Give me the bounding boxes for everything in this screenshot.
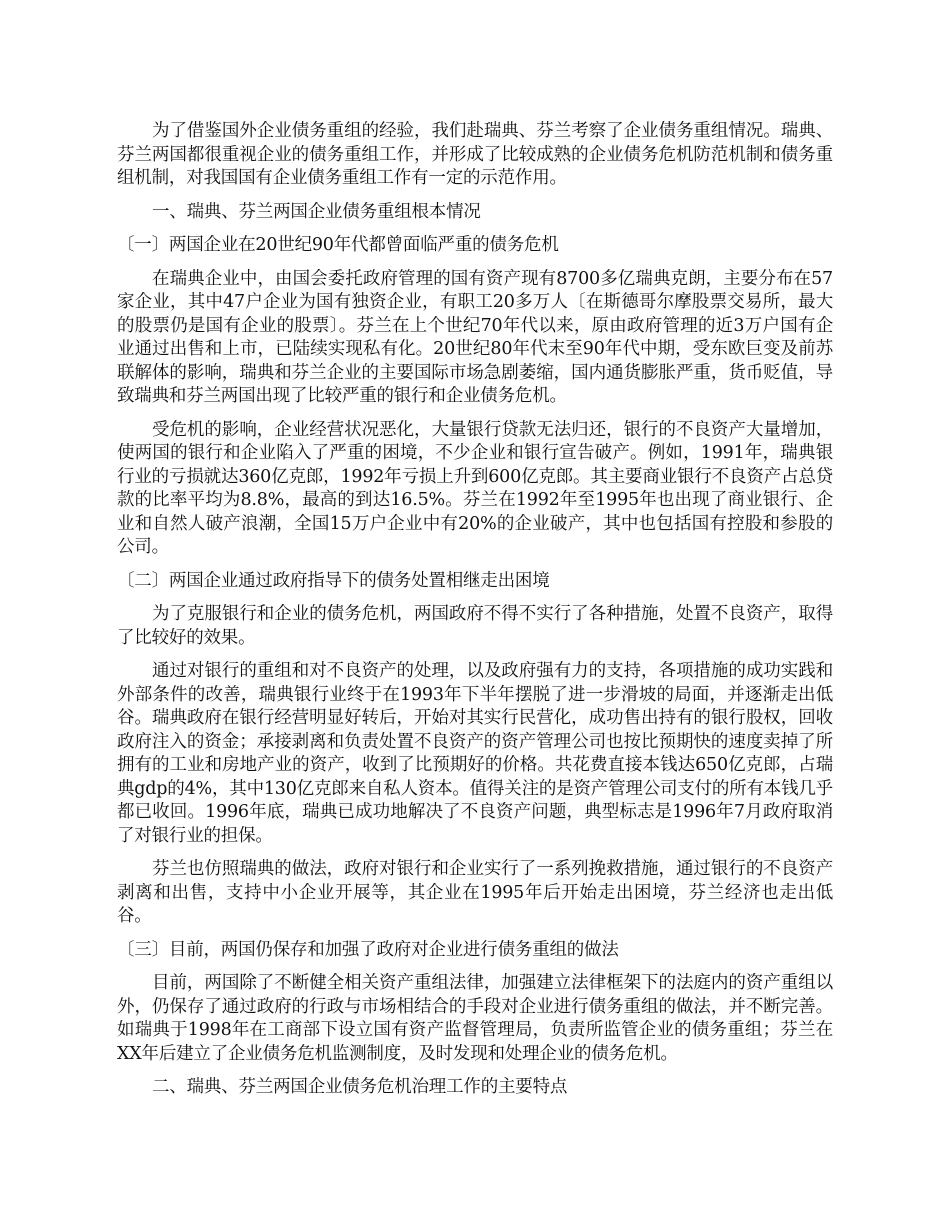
paragraph-crisis-impact: 受危机的影响，企业经营状况恶化，大量银行贷款无法归还，银行的不良资产大量增加，使两国的银行和企业陷入了严重的困境，不少企业和银行宣告破产。例如，1991年，瑞典银行业的亏损就达360亿克郎，1992年亏损上升到600亿克郎。其主要商业银行不良资产占总贷款的比率平均为8.8%，最高的到达16.5%。芬兰在1992年至1995年也出现了商业银行、企业和自然人破产浪潮，全国15万户企业中有20%的企业破产，其中也包括国有控股和参股的公司。 <box>117 419 833 557</box>
document-body <box>117 120 833 1110</box>
paragraph-finland-recovery: 芬兰也仿照瑞典的做法，政府对银行和企业实行了一系列挽救措施，通过银行的不良资产剥离和出售，支持中小企业开展等，其企业在1995年后开始走出困境，芬兰经济也走出低谷。 <box>117 859 833 926</box>
paragraph-sweden-recovery: 通过对银行的重组和对不良资产的处理，以及政府强有力的支持，各项措施的成功实践和外部条件的改善，瑞典银行业终于在1993年下半年摆脱了进一步滑坡的局面，并逐渐走出低谷。瑞典政府在银行经营明显好转后，开始对其实行民营化，成功售出持有的银行股权，回收政府注入的资金；承接剥离和负责处置不良资产的资产管理公司也按比预期快的速度卖掉了所拥有的工业和房地产业的资产，收到了比预期好的价格。共花费直接本钱达650亿克郎，占瑞典gdp的4%，其中130亿克郎来自私人资本。值得关注的是资产管理公司支付的所有本钱几乎都已收回。1996年底，瑞典已成功地解决了不良资产问题，典型标志是1996年7月政府取消了对银行业的担保。 <box>117 661 833 846</box>
subsection-heading-3: 〔三〕目前，两国仍保存和加强了政府对企业进行债务重组的做法 <box>117 939 619 960</box>
paragraph-sweden-assets: 在瑞典企业中，由国会委托政府管理的国有资产现有8700多亿瑞典克朗，主要分布在57家企业，其中47户企业为国有独资企业，有职工20多万人〔在斯德哥尔摩股票交易所，最大的股票仍是国有企业的股票〕。芬兰在上个世纪70年代以来，原由政府管理的近3万户国有企业通过出售和上市，已陆续实现私有化。20世纪80年代末至90年代中期，受东欧巨变及前苏联解体的影响，瑞典和芬兰企业的主要国际市场急剧萎缩，国内通货膨胀严重，货币贬值，导致瑞典和芬兰两国出现了比较严重的银行和企业债务危机。 <box>117 268 833 406</box>
subsection-heading-1: 〔一〕两国企业在20世纪90年代都曾面临严重的债务危机 <box>117 235 559 255</box>
subsection-heading-2: 〔二〕两国企业通过政府指导下的债务处置相继走出困境 <box>117 570 550 591</box>
paragraph-measures: 为了克服银行和企业的债务危机，两国政府不得不实行了各种措施，处置不良资产，取得了比较好的效果。 <box>117 604 833 648</box>
paragraph-intro: 为了借鉴国外企业债务重组的经验，我们赴瑞典、芬兰考察了企业债务重组情况。瑞典、芬兰两国都很重视企业的债务重组工作，并形成了比较成熟的企业债务危机防范机制和债务重组机制，对我国国有企业债务重组工作有一定的示范作用。 <box>117 121 833 188</box>
paragraph-current-practice: 目前，两国除了不断健全相关资产重组法律，加强建立法律框架下的法庭内的资产重组以外，仍保存了通过政府的行政与市场相结合的手段对企业进行债务重组的做法，并不断完善。如瑞典于1998年在工商部下设立国有资产监督管理局，负责所监管企业的债务重组；芬兰在XX年后建立了企业债务危机监测制度，及时发现和处理企业的债务危机。 <box>117 973 833 1064</box>
section-heading-2: 二、瑞典、芬兰两国企业债务危机治理工作的主要特点 <box>152 1077 568 1097</box>
section-heading-1: 一、瑞典、芬兰两国企业债务重组根本情况 <box>152 201 481 222</box>
